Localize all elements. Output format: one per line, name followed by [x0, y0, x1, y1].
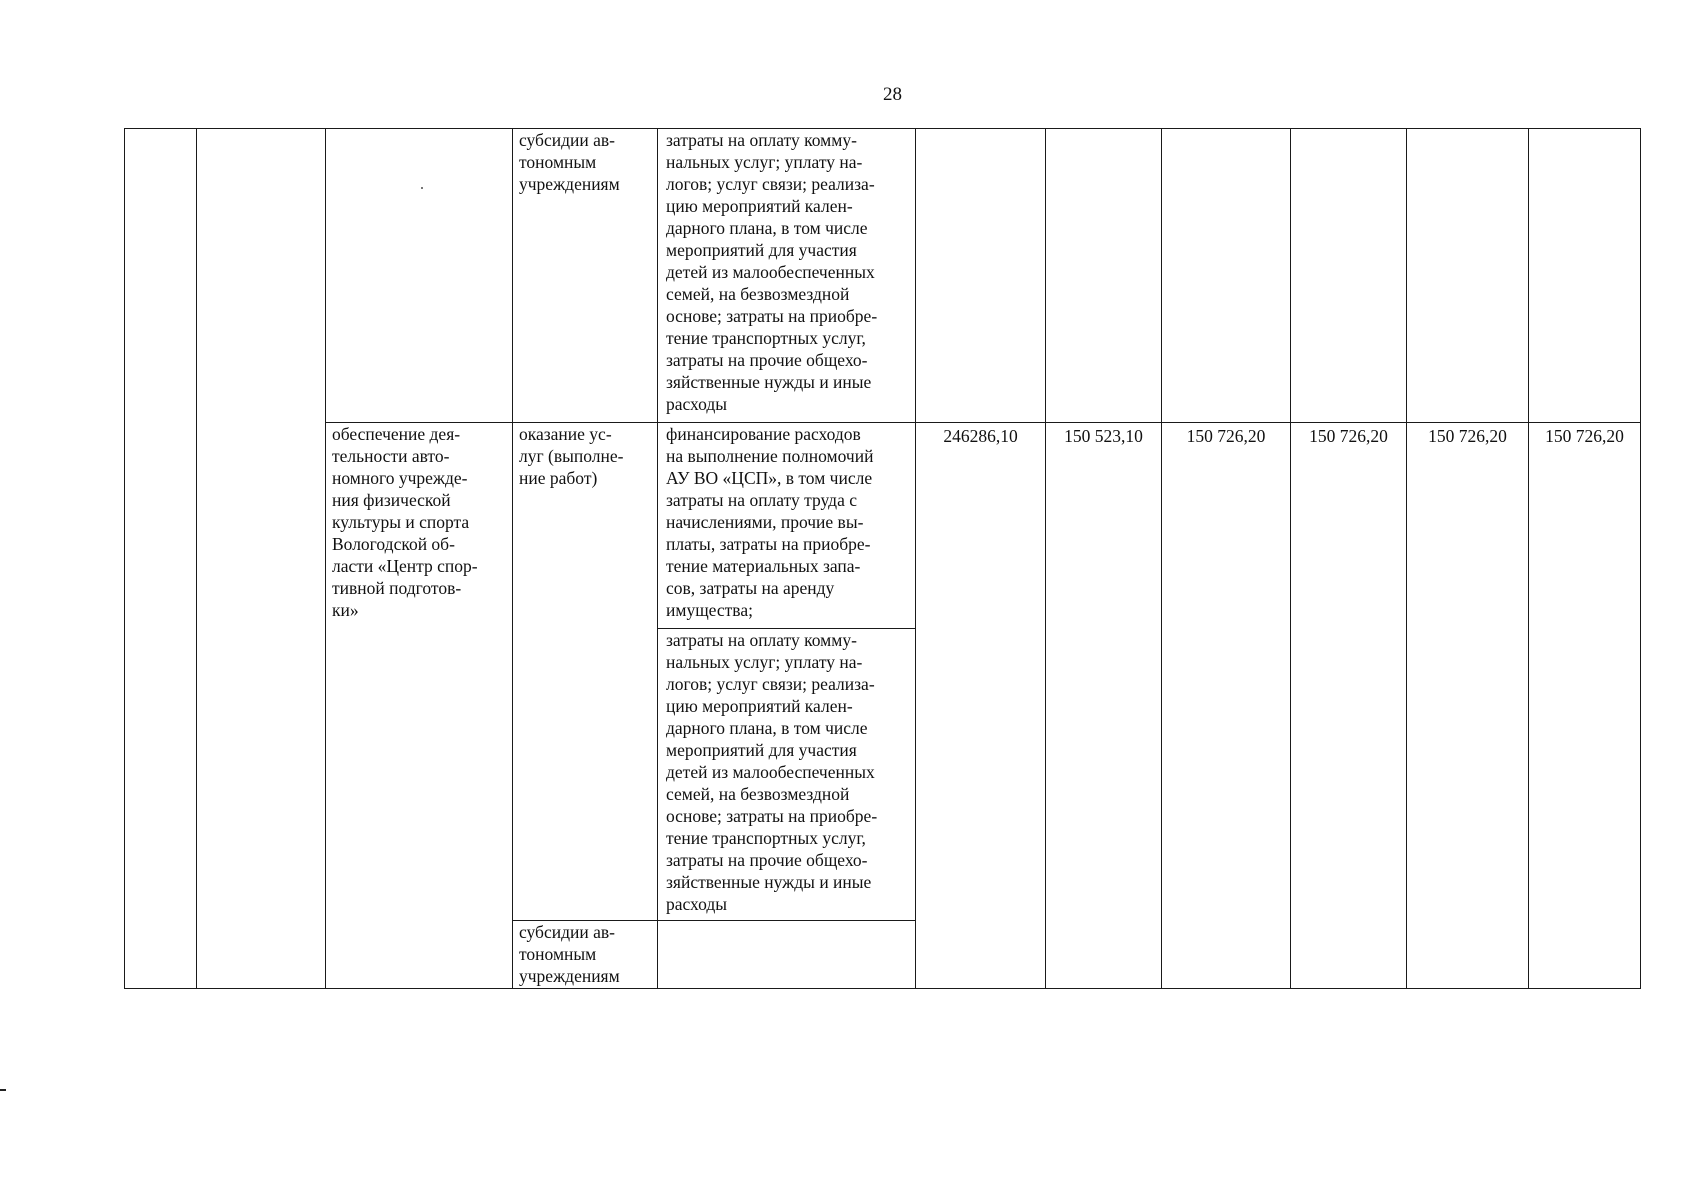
table-cell-description [658, 921, 916, 989]
funding-type-text: субсидии ав- тономным учреждениям [519, 922, 620, 986]
table-cell-value [1291, 423, 1407, 989]
value-text: 150 726,20 [1186, 426, 1266, 446]
value-text: 150 726,20 [1428, 426, 1507, 446]
table-cell-value [1407, 423, 1529, 989]
page-number: 28 [883, 84, 902, 105]
table-cell-value [1046, 129, 1162, 423]
table-cell-col1 [125, 129, 197, 989]
table-cell-description [658, 629, 916, 921]
table-cell-value [1291, 129, 1407, 423]
table-cell-description [658, 423, 916, 629]
value-text: 150 726,20 [1545, 426, 1624, 446]
value-text: 150 523,10 [1064, 426, 1143, 446]
table-row [125, 129, 1641, 423]
table-cell-col3 [326, 129, 513, 423]
margin-mark [0, 1089, 6, 1091]
table-cell-activity [326, 423, 513, 989]
table-cell-value [1407, 129, 1529, 423]
table-cell-value [1162, 423, 1291, 989]
description-text: затраты на оплату комму- нальных услуг; уплату на- логов; услуг связи; реализа- цию мероприятий кален- дарного плана, в том числе мероприятий для участия детей из малообеспеченных семей, на безвозмездной основе; затраты на приобре- тение транспортных услуг, затраты на прочие общехо- зяйственные нужды и иные расходы [666, 630, 878, 914]
table-cell-value [1162, 129, 1291, 423]
funding-type-text: оказание ус- луг (выполне- ние работ) [519, 424, 624, 488]
value-text: 246286,10 [943, 426, 1018, 446]
table-cell-funding-type [513, 921, 658, 989]
table-cell-description [658, 129, 916, 423]
table-cell-funding-type [513, 129, 658, 423]
value-text: 150 726,20 [1309, 426, 1388, 446]
budget-table [124, 128, 1641, 989]
table-cell-value [1046, 423, 1162, 989]
table-cell-value [1529, 423, 1641, 989]
table-row [125, 423, 1641, 629]
table-cell-value [1529, 129, 1641, 423]
table-cell-value [916, 129, 1046, 423]
description-text: затраты на оплату комму- нальных услуг; уплату на- логов; услуг связи; реализа- цию мероприятий кален- дарного плана, в том числе мероприятий для участия детей из малообеспеченных семей, на безвозмездной основе; затраты на приобре- тение транспортных услуг, затраты на прочие общехо- зяйственные нужды и иные расходы [666, 130, 878, 414]
table-cell-value [916, 423, 1046, 989]
activity-text: обеспечение дея- тельности авто- номного учрежде- ния физической культуры и спорта Вологодской об- ласти «Центр спор- тивной подготов- ки» [332, 424, 478, 620]
description-text: финансирование расходов на выполнение полномочий АУ ВО «ЦСП», в том числе затраты на оплату труда с начислениями, прочие вы- платы, затраты на приобре- тение материальных запа- сов, затраты на аренду имущества; [666, 424, 874, 620]
funding-type-text: субсидии ав- тономным учреждениям [519, 130, 620, 194]
table-cell-funding-type [513, 423, 658, 921]
table-cell-col2 [197, 129, 326, 989]
